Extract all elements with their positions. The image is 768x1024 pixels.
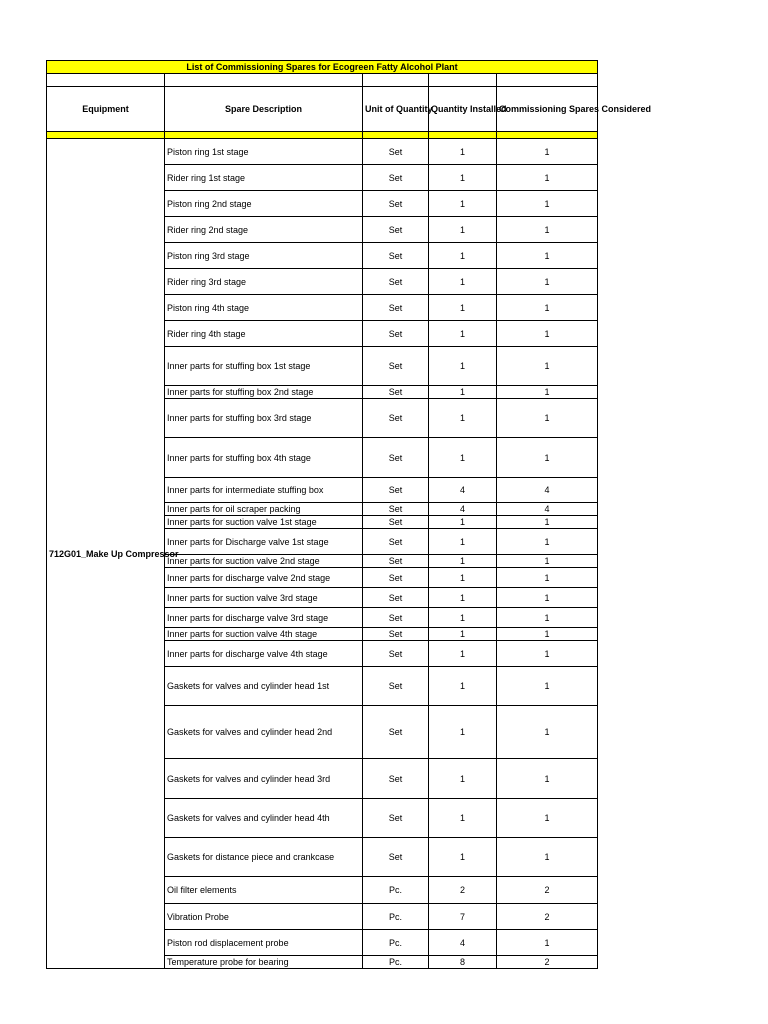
unit-cell: Set [363, 516, 429, 529]
unit-cell: Set [363, 321, 429, 347]
header-separator-row [47, 132, 598, 139]
quantity-installed-cell: 1 [429, 628, 497, 641]
unit-cell: Set [363, 269, 429, 295]
spare-description-cell: Inner parts for stuffing box 4th stage [165, 438, 363, 478]
commissioning-spares-cell: 1 [497, 555, 598, 568]
commissioning-spares-cell: 1 [497, 217, 598, 243]
unit-cell: Set [363, 706, 429, 759]
unit-cell: Set [363, 386, 429, 399]
spare-description-cell: Vibration Probe [165, 904, 363, 930]
commissioning-spares-cell: 1 [497, 706, 598, 759]
quantity-installed-cell: 1 [429, 516, 497, 529]
quantity-installed-cell: 1 [429, 243, 497, 269]
commissioning-spares-cell: 1 [497, 838, 598, 877]
unit-cell: Pc. [363, 877, 429, 904]
quantity-installed-cell: 4 [429, 503, 497, 516]
spare-description-cell: Inner parts for suction valve 3rd stage [165, 588, 363, 608]
commissioning-spares-cell: 1 [497, 191, 598, 217]
header-row [47, 87, 598, 132]
unit-cell: Set [363, 191, 429, 217]
unit-cell: Pc. [363, 956, 429, 969]
commissioning-spares-cell: 1 [497, 438, 598, 478]
quantity-installed-cell: 1 [429, 799, 497, 838]
table-row [47, 139, 598, 165]
spare-description-cell: Gaskets for valves and cylinder head 3rd [165, 759, 363, 799]
unit-cell: Set [363, 139, 429, 165]
header-unit-of-quantity: Unit of Quantity [363, 87, 429, 132]
quantity-installed-cell: 7 [429, 904, 497, 930]
commissioning-spares-cell: 1 [497, 321, 598, 347]
unit-cell: Set [363, 799, 429, 838]
quantity-installed-cell: 1 [429, 529, 497, 555]
unit-cell: Set [363, 608, 429, 628]
commissioning-spares-cell: 1 [497, 799, 598, 838]
quantity-installed-cell: 4 [429, 478, 497, 503]
unit-cell: Set [363, 438, 429, 478]
unit-cell: Set [363, 529, 429, 555]
unit-cell: Set [363, 838, 429, 877]
spare-description-cell: Gaskets for distance piece and crankcase [165, 838, 363, 877]
unit-cell: Set [363, 588, 429, 608]
unit-cell: Set [363, 503, 429, 516]
quantity-installed-cell: 1 [429, 139, 497, 165]
commissioning-spares-cell: 1 [497, 930, 598, 956]
commissioning-spares-cell: 1 [497, 588, 598, 608]
unit-cell: Set [363, 478, 429, 503]
unit-cell: Set [363, 667, 429, 706]
commissioning-spares-cell: 1 [497, 568, 598, 588]
quantity-installed-cell: 1 [429, 667, 497, 706]
commissioning-spares-cell: 1 [497, 516, 598, 529]
commissioning-spares-cell: 1 [497, 641, 598, 667]
spare-description-cell: Inner parts for Discharge valve 1st stage [165, 529, 363, 555]
title-row [47, 61, 598, 74]
equipment-cell: 712G01_Make Up Compressor [47, 139, 165, 969]
unit-cell: Set [363, 568, 429, 588]
quantity-installed-cell: 1 [429, 295, 497, 321]
spare-description-cell: Piston ring 1st stage [165, 139, 363, 165]
quantity-installed-cell: 1 [429, 399, 497, 438]
header-commissioning-spares: Commissioning Spares Considered [497, 87, 598, 132]
unit-cell: Set [363, 295, 429, 321]
quantity-installed-cell: 8 [429, 956, 497, 969]
spare-description-cell: Inner parts for intermediate stuffing box [165, 478, 363, 503]
unit-cell: Set [363, 759, 429, 799]
table-title: List of Commissioning Spares for Ecogreen Fatty Alcohol Plant [47, 61, 598, 74]
spare-description-cell: Gaskets for valves and cylinder head 2nd [165, 706, 363, 759]
commissioning-spares-cell: 4 [497, 478, 598, 503]
commissioning-spares-cell: 1 [497, 608, 598, 628]
commissioning-spares-cell: 1 [497, 628, 598, 641]
quantity-installed-cell: 1 [429, 321, 497, 347]
unit-cell: Set [363, 243, 429, 269]
spares-table-body [47, 61, 652, 969]
commissioning-spares-cell: 1 [497, 347, 598, 386]
spare-description-cell: Inner parts for oil scraper packing [165, 503, 363, 516]
spare-description-cell: Inner parts for suction valve 4th stage [165, 628, 363, 641]
quantity-installed-cell: 1 [429, 838, 497, 877]
spare-description-cell: Oil filter elements [165, 877, 363, 904]
quantity-installed-cell: 1 [429, 347, 497, 386]
commissioning-spares-cell: 4 [497, 503, 598, 516]
commissioning-spares-cell: 1 [497, 295, 598, 321]
spare-description-cell: Inner parts for discharge valve 4th stage [165, 641, 363, 667]
unit-cell: Pc. [363, 930, 429, 956]
spare-description-cell: Inner parts for suction valve 2nd stage [165, 555, 363, 568]
quantity-installed-cell: 1 [429, 438, 497, 478]
commissioning-spares-cell: 1 [497, 399, 598, 438]
quantity-installed-cell: 2 [429, 877, 497, 904]
spare-description-cell: Rider ring 2nd stage [165, 217, 363, 243]
header-equipment: Equipment [47, 87, 165, 132]
quantity-installed-cell: 1 [429, 217, 497, 243]
spare-description-cell: Temperature probe for bearing [165, 956, 363, 969]
quantity-installed-cell: 1 [429, 269, 497, 295]
commissioning-spares-cell: 2 [497, 904, 598, 930]
spare-description-cell: Piston rod displacement probe [165, 930, 363, 956]
quantity-installed-cell: 1 [429, 386, 497, 399]
spare-description-cell: Gaskets for valves and cylinder head 4th [165, 799, 363, 838]
spare-description-cell: Rider ring 1st stage [165, 165, 363, 191]
spare-description-cell: Inner parts for stuffing box 3rd stage [165, 399, 363, 438]
quantity-installed-cell: 4 [429, 930, 497, 956]
spare-description-cell: Rider ring 4th stage [165, 321, 363, 347]
unit-cell: Set [363, 217, 429, 243]
commissioning-spares-cell: 1 [497, 269, 598, 295]
spare-description-cell: Inner parts for discharge valve 2nd stage [165, 568, 363, 588]
header-quantity-installed: Quantity Installed [429, 87, 497, 132]
spares-table [46, 60, 652, 969]
commissioning-spares-cell: 1 [497, 139, 598, 165]
unit-cell: Set [363, 641, 429, 667]
commissioning-spares-cell: 1 [497, 386, 598, 399]
unit-cell: Set [363, 555, 429, 568]
quantity-installed-cell: 1 [429, 759, 497, 799]
spare-description-cell: Piston ring 3rd stage [165, 243, 363, 269]
unit-cell: Set [363, 347, 429, 386]
unit-cell: Pc. [363, 904, 429, 930]
spare-description-cell: Inner parts for suction valve 1st stage [165, 516, 363, 529]
spare-description-cell: Inner parts for stuffing box 2nd stage [165, 386, 363, 399]
unit-cell: Set [363, 165, 429, 191]
commissioning-spares-cell: 2 [497, 956, 598, 969]
spare-description-cell: Inner parts for discharge valve 3rd stage [165, 608, 363, 628]
unit-cell: Set [363, 628, 429, 641]
spare-description-cell: Piston ring 2nd stage [165, 191, 363, 217]
commissioning-spares-cell: 2 [497, 877, 598, 904]
quantity-installed-cell: 1 [429, 555, 497, 568]
quantity-installed-cell: 1 [429, 568, 497, 588]
spare-description-cell: Gaskets for valves and cylinder head 1st [165, 667, 363, 706]
commissioning-spares-cell: 1 [497, 667, 598, 706]
quantity-installed-cell: 1 [429, 641, 497, 667]
spare-description-cell: Rider ring 3rd stage [165, 269, 363, 295]
quantity-installed-cell: 1 [429, 706, 497, 759]
commissioning-spares-cell: 1 [497, 165, 598, 191]
commissioning-spares-cell: 1 [497, 243, 598, 269]
spacer-row [47, 74, 598, 87]
commissioning-spares-cell: 1 [497, 759, 598, 799]
quantity-installed-cell: 1 [429, 608, 497, 628]
quantity-installed-cell: 1 [429, 165, 497, 191]
quantity-installed-cell: 1 [429, 191, 497, 217]
unit-cell: Set [363, 399, 429, 438]
quantity-installed-cell: 1 [429, 588, 497, 608]
spare-description-cell: Inner parts for stuffing box 1st stage [165, 347, 363, 386]
header-spare-description: Spare Description [165, 87, 363, 132]
commissioning-spares-cell: 1 [497, 529, 598, 555]
spare-description-cell: Piston ring 4th stage [165, 295, 363, 321]
